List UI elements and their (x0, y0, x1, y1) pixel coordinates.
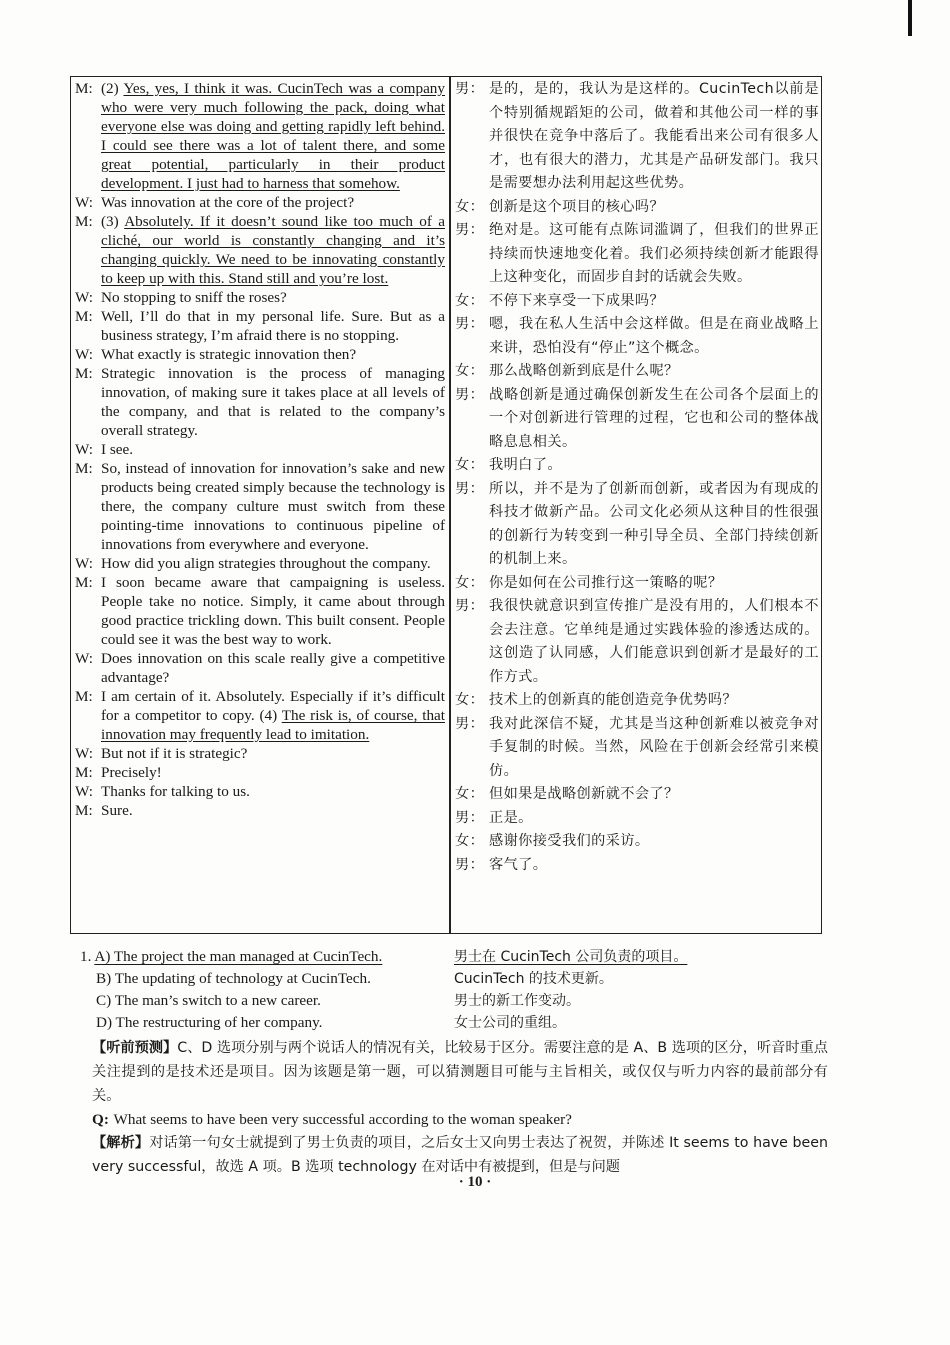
dialogue-en-turn (75, 649, 445, 687)
speaker-label-zh: 女： (455, 292, 485, 309)
dialogue-zh-text: 是的，是的，我认为是这样的。CucinTech以前是个特别循规蹈矩的公司，做着和其他公司一样的事并很快在竞争中落后了。我能看出来公司有很多人才，也有很大的潜力，尤其是产品研发部门。我只是需要想办法利用起这些优势。 (489, 81, 819, 191)
dialogue-text-part: Well, I’ll do that in my personal life. Sure. But as a business strategy, I’m afraid there is no stopping. (101, 308, 445, 344)
dialogue-zh-text: 我对此深信不疑，尤其是当这种创新难以被竞争对手复制的时候。当然，风险在于创新会经常引来模仿。 (489, 715, 819, 779)
option-d-zh: 女士公司的重组。 (454, 1015, 566, 1031)
dialogue-text-part: Was innovation at the core of the project? (101, 194, 355, 211)
dialogue-text-part: I am certain of it. Absolutely. Especially if it’s difficult for a competitor to copy. (4) (101, 688, 445, 724)
dialogue-text-part: I see. (101, 441, 134, 458)
speaker-label-zh: 男： (455, 856, 485, 873)
dialogue-text-part: (3) (101, 213, 125, 230)
dialogue-text-part: What exactly is strategic innovation then? (101, 346, 357, 363)
speaker-label-zh: 男： (455, 81, 485, 97)
dialogue-en-text (101, 345, 445, 364)
option-c (80, 990, 840, 1012)
speaker-label: M: (75, 460, 93, 477)
page-edge-mark (908, 0, 912, 36)
dialogue-zh-turn (455, 78, 819, 196)
dialogue-en-text (101, 801, 445, 820)
option-b-en: B) The updating of technology at CucinTech. (96, 970, 371, 987)
dialogue-zh-text: 客气了。 (489, 856, 548, 873)
dialogue-zh-turn (455, 807, 819, 831)
speaker-label: M: (75, 764, 93, 781)
dialogue-zh-text: 但如果是战略创新就不会了？ (489, 786, 679, 802)
speaker-label: W: (75, 650, 93, 667)
dialogue-zh-text: 感谢你接受我们的采访。 (489, 833, 650, 849)
dialogue-en-turn (75, 307, 445, 345)
dialogue-en-text (101, 307, 445, 345)
dialogue-zh-turn (455, 384, 819, 455)
question-line (92, 1108, 828, 1131)
option-a-zh: 男士在 CucinTech 公司负责的项目。 (454, 949, 688, 965)
dialogue-en-turn (75, 801, 445, 820)
dialogue-text-part: How did you align strategies throughout the company. (101, 555, 431, 572)
dialogue-en-turn (75, 763, 445, 782)
dialogue-en-text (101, 744, 445, 763)
dialogue-zh-turn (455, 219, 819, 290)
dialogue-zh-text: 战略创新是通过确保创新发生在公司各个层面上的一个对创新进行管理的过程，它也和公司的整体战略息息相关。 (489, 386, 819, 450)
speaker-label-zh: 男： (455, 480, 485, 497)
speaker-label: M: (75, 213, 93, 230)
dialogue-en-turn (75, 193, 445, 212)
speaker-label: M: (75, 688, 93, 705)
prediction-paragraph (92, 1036, 828, 1108)
speaker-label-zh: 女： (455, 574, 485, 591)
prediction-tag: 【听前预测】 (92, 1040, 178, 1056)
dialogue-zh-turn (455, 595, 819, 689)
speaker-label-zh: 男： (455, 809, 485, 826)
speaker-label: W: (75, 441, 93, 458)
dialogue-english-column (75, 79, 445, 820)
option-c-zh: 男士的新工作变动。 (454, 993, 580, 1009)
dialogue-zh-text: 正是。 (489, 809, 533, 826)
column-divider (449, 77, 451, 933)
dialogue-zh-turn (455, 854, 819, 878)
dialogue-en-turn (75, 440, 445, 459)
speaker-label-zh: 女： (455, 363, 485, 379)
dialogue-zh-turn (455, 196, 819, 220)
dialogue-en-text (101, 459, 445, 554)
dialogue-zh-turn (455, 478, 819, 572)
dialogue-zh-turn (455, 713, 819, 784)
analysis-tag: 【解析】 (92, 1135, 150, 1151)
dialogue-en-turn (75, 364, 445, 440)
underlined-answer-text: Yes, yes, I think it was. CucinTech was a company who were very much following the pack, doing what everyone else was doing and getting rapidly left behind. I could see there was a lot of talent there, and some great potential, particularly in their product development. I just had to harness that somehow. (101, 80, 445, 192)
dialogue-en-text (101, 782, 445, 801)
speaker-label: W: (75, 783, 93, 800)
dialogue-en-text (101, 79, 445, 193)
dialogue-en-turn (75, 345, 445, 364)
underlined-answer-text: The risk is, of course, that innovation may frequently lead to imitation. (101, 707, 445, 743)
dialogue-zh-turn (455, 572, 819, 596)
dialogue-zh-turn (455, 783, 819, 807)
speaker-label: W: (75, 194, 93, 211)
speaker-label: W: (75, 346, 93, 363)
dialogue-zh-turn (455, 830, 819, 854)
page-number: · 10 · (458, 1174, 492, 1190)
dialogue-zh-turn (455, 313, 819, 360)
dialogue-zh-text: 那么战略创新到底是什么呢？ (489, 363, 679, 379)
dialogue-en-text (101, 573, 445, 649)
option-d (80, 1012, 840, 1034)
speaker-label-zh: 男： (455, 316, 485, 332)
dialogue-en-text (101, 364, 445, 440)
speaker-label-zh: 男： (455, 715, 485, 732)
underlined-answer-text: Absolutely. If it doesn’t sound like too much of a cliché, our world is constantly changing and it’s changing quickly. We need to be innovating constantly to keep up with this. Stand still and you’re lost. (101, 213, 445, 287)
dialogue-zh-text: 嗯，我在私人生活中会这样做。但是在商业战略上来讲，恐怕没有“停止”这个概念。 (489, 316, 819, 356)
dialogue-en-turn (75, 554, 445, 573)
speaker-label: M: (75, 574, 93, 591)
dialogue-en-turn (75, 212, 445, 288)
dialogue-en-turn (75, 288, 445, 307)
question-label: Q: (92, 1111, 109, 1128)
speaker-label-zh: 女： (455, 786, 485, 802)
dialogue-en-turn (75, 79, 445, 193)
dialogue-en-text (101, 649, 445, 687)
speaker-label-zh: 女： (455, 457, 485, 473)
dialogue-text-part: Strategic innovation is the process of managing innovation, of making sure it takes place at all levels of the company, and that is related to the company’s overall strategy. (101, 365, 445, 439)
option-b-zh: CucinTech 的技术更新。 (454, 971, 613, 987)
dialogue-zh-text: 技术上的创新真的能创造竞争优势吗？ (489, 692, 737, 708)
question-options (80, 946, 840, 1034)
option-a (80, 946, 840, 968)
dialogue-chinese-column (455, 78, 819, 877)
speaker-label-zh: 女： (455, 692, 485, 708)
speaker-label: M: (75, 80, 93, 97)
dialogue-en-text (101, 193, 445, 212)
dialogue-en-turn (75, 744, 445, 763)
speaker-label: W: (75, 289, 93, 306)
dialogue-zh-text: 绝对是。这可能有点陈词滥调了，但我们的世界正持续而快速地变化着。我们必须持续创新才能跟得上这种变化，而固步自封的话就会失败。 (489, 222, 819, 285)
dialogue-text-part: (2) (101, 80, 124, 97)
dialogue-text-part: But not if it is strategic? (101, 745, 248, 762)
dialogue-table (70, 76, 822, 934)
dialogue-zh-turn (455, 689, 819, 713)
dialogue-text-part: Thanks for talking to us. (101, 783, 250, 800)
dialogue-zh-text: 你是如何在公司推行这一策略的呢？ (489, 574, 723, 591)
speaker-label-zh: 男： (455, 222, 485, 238)
speaker-label-zh: 男： (455, 386, 485, 403)
dialogue-text-part: So, instead of innovation for innovation’s sake and new products being created simply because the technology is there, the company culture must switch from these pointing-time innovations to continuous pipeline of innovations from everywhere and everyone. (101, 460, 445, 553)
dialogue-en-text (101, 687, 445, 744)
dialogue-zh-turn (455, 360, 819, 384)
speaker-label: M: (75, 308, 93, 325)
speaker-label: W: (75, 745, 93, 762)
dialogue-en-turn (75, 687, 445, 744)
analysis-section (92, 1036, 828, 1179)
dialogue-zh-text: 创新是这个项目的核心吗？ (489, 198, 665, 215)
dialogue-en-text (101, 212, 445, 288)
dialogue-zh-text: 我明白了。 (489, 457, 562, 473)
dialogue-en-turn (75, 782, 445, 801)
question-text: What seems to have been very successful according to the woman speaker? (113, 1111, 572, 1128)
dialogue-en-text (101, 554, 445, 573)
dialogue-text-part: Precisely! (101, 764, 162, 781)
speaker-label-zh: 男： (455, 598, 485, 614)
dialogue-text-part: No stopping to sniff the roses? (101, 289, 287, 306)
dialogue-en-text (101, 288, 445, 307)
dialogue-zh-turn (455, 290, 819, 314)
dialogue-zh-text: 我很快就意识到宣传推广是没有用的，人们根本不会去注意。它单纯是通过实践体验的渗透达成的。这创造了认同感，人们能意识到创新才是最好的工作方式。 (489, 598, 819, 685)
analysis-text: 对话第一句女士就提到了男士负责的项目，之后女士又向男士表达了祝贺，并陈述 It seems to have been very successful，故选 A 项。B 选项 technology 在对话中有被提到，但是与问题 (92, 1135, 828, 1175)
speaker-label-zh: 女： (455, 198, 485, 215)
analysis-paragraph (92, 1131, 828, 1179)
dialogue-text-part: I soon became aware that campaigning is useless. People take no notice. Simply, it came about through good practice trickling down. This built consent. People could see it was the best way to work. (101, 574, 445, 648)
option-a-en: A) The project the man managed at CucinTech. (94, 948, 383, 965)
dialogue-en-text (101, 763, 445, 782)
dialogue-en-turn (75, 459, 445, 554)
speaker-label: W: (75, 555, 93, 572)
dialogue-zh-turn (455, 454, 819, 478)
question-number: 1. (80, 948, 92, 965)
dialogue-text-part: Does innovation on this scale really give a competitive advantage? (101, 650, 445, 686)
option-d-en: D) The restructuring of her company. (96, 1014, 323, 1031)
dialogue-en-turn (75, 573, 445, 649)
option-b (80, 968, 840, 990)
dialogue-zh-text: 不停下来享受一下成果吗？ (489, 292, 665, 309)
dialogue-zh-text: 所以，并不是为了创新而创新，或者因为有现成的科技才做新产品。公司文化必须从这种目的性很强的创新行为转变到一种引导全员、全部门持续创新的机制上来。 (489, 480, 819, 567)
option-c-en: C) The man’s switch to a new career. (96, 992, 321, 1009)
speaker-label-zh: 女： (455, 833, 485, 849)
dialogue-en-text (101, 440, 445, 459)
speaker-label: M: (75, 802, 93, 819)
prediction-text: C、D 选项分别与两个说话人的情况有关，比较易于区分。需要注意的是 A、B 选项的区分，听音时重点关注提到的是技术还是项目。因为该题是第一题，可以猜测题目可能与主旨相关，或仅仅与听力内容的最前部分有关。 (92, 1040, 828, 1104)
dialogue-text-part: Sure. (101, 802, 133, 819)
speaker-label: M: (75, 365, 93, 382)
